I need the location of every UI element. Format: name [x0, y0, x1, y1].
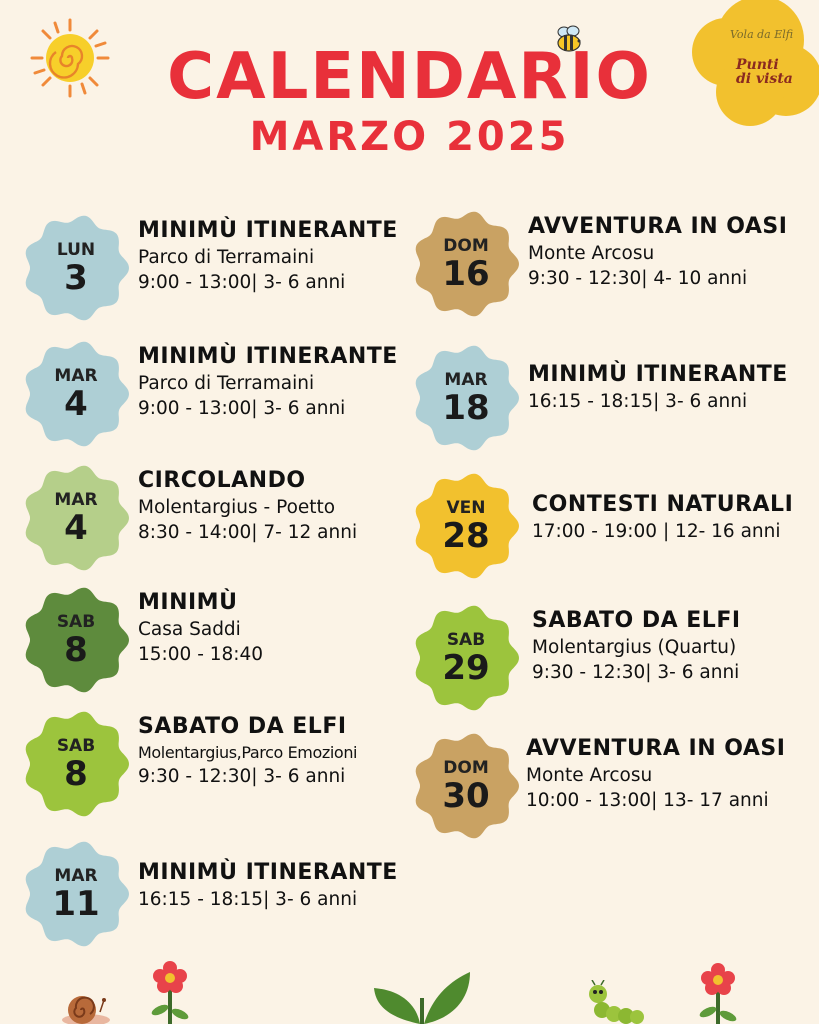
badge-day: 16: [442, 254, 490, 294]
date-badge: [22, 710, 130, 818]
badge-weekday: SAB: [56, 736, 96, 756]
event-title: MINIMÙ ITINERANTE: [138, 860, 398, 885]
event-detail: Parco di Terramaini: [138, 247, 315, 268]
badge-day: 8: [64, 630, 88, 670]
event-detail: 9:00 - 13:00| 3- 6 anni: [138, 272, 346, 293]
event-detail: 17:00 - 19:00 | 12- 16 anni: [532, 521, 781, 542]
date-badge: [22, 214, 130, 322]
badge-day: 29: [442, 648, 490, 688]
event-title: SABATO DA ELFI: [138, 714, 347, 739]
badge-weekday: DOM: [443, 758, 489, 778]
event-detail: 9:30 - 12:30| 3- 6 anni: [138, 766, 346, 787]
badge-day: 4: [64, 384, 88, 424]
event-detail: Molentargius - Poetto: [138, 497, 336, 518]
date-badge: [22, 840, 130, 948]
event-detail: 8:30 - 14:00| 7- 12 anni: [138, 522, 358, 543]
event-detail: 15:00 - 18:40: [138, 644, 264, 665]
event-detail: 16:15 - 18:15| 3- 6 anni: [138, 889, 358, 910]
event-title: AVVENTURA IN OASI: [526, 736, 786, 761]
logo-line2: Punti di vista: [736, 57, 793, 87]
badge-weekday: SAB: [56, 612, 96, 632]
badge-day: 18: [442, 388, 490, 428]
badge-weekday: MAR: [54, 366, 98, 386]
event-title: MINIMÙ ITINERANTE: [528, 362, 788, 387]
badge-weekday: MAR: [54, 490, 98, 510]
page-subtitle: MARZO 2025: [249, 114, 570, 160]
flower-icon: [696, 962, 740, 1024]
event-item: [22, 214, 422, 326]
event-item: [412, 604, 812, 716]
badge-day: 8: [64, 754, 88, 794]
badge-weekday: DOM: [443, 236, 489, 256]
badge-day: 28: [442, 516, 490, 556]
date-badge: [412, 732, 520, 840]
date-badge: [412, 472, 520, 580]
event-detail: Monte Arcosu: [528, 243, 655, 264]
event-detail: 9:30 - 12:30| 4- 10 anni: [528, 268, 748, 289]
event-title: CIRCOLANDO: [138, 468, 306, 493]
date-badge: [22, 586, 130, 694]
date-badge: [22, 464, 130, 572]
event-item: [412, 344, 812, 456]
leaves-icon: [372, 968, 472, 1024]
event-item: [22, 840, 422, 952]
date-badge: [22, 340, 130, 448]
badge-day: 11: [52, 884, 100, 924]
badge-day: 3: [64, 258, 88, 298]
date-badge: [412, 210, 520, 318]
badge-day: 30: [442, 776, 490, 816]
event-item: [22, 340, 422, 452]
badge-weekday: SAB: [446, 630, 486, 650]
flower-icon: [148, 960, 192, 1024]
event-title: MINIMÙ ITINERANTE: [138, 344, 398, 369]
event-title: CONTESTI NATURALI: [532, 492, 794, 517]
event-detail: 9:30 - 12:30| 3- 6 anni: [532, 662, 740, 683]
event-detail: Parco di Terramaini: [138, 373, 315, 394]
event-detail: 16:15 - 18:15| 3- 6 anni: [528, 391, 748, 412]
event-item: [412, 732, 812, 844]
caterpillar-icon: [588, 980, 644, 1024]
event-detail: Molentargius,Parco Emozioni: [138, 743, 358, 762]
event-detail: 10:00 - 13:00| 13- 17 anni: [526, 790, 769, 811]
logo-line1: Vola da Elfi: [730, 28, 794, 41]
event-title: SABATO DA ELFI: [532, 608, 741, 633]
event-item: [22, 710, 422, 822]
event-detail: Molentargius (Quartu): [532, 637, 737, 658]
page-title: CALENDARIO: [167, 40, 652, 114]
event-title: AVVENTURA IN OASI: [528, 214, 788, 239]
event-title: MINIMÙ: [138, 590, 238, 615]
badge-weekday: VEN: [446, 498, 486, 518]
badge-weekday: MAR: [54, 866, 98, 886]
event-title: MINIMÙ ITINERANTE: [138, 218, 398, 243]
date-badge: [412, 344, 520, 452]
badge-weekday: MAR: [444, 370, 488, 390]
snail-icon: [60, 992, 112, 1024]
date-badge: [412, 604, 520, 712]
badge-weekday: LUN: [56, 240, 96, 260]
event-detail: 9:00 - 13:00| 3- 6 anni: [138, 398, 346, 419]
event-item: [22, 586, 422, 698]
event-item: [412, 472, 812, 584]
badge-day: 4: [64, 508, 88, 548]
event-item: [22, 464, 422, 576]
event-detail: Monte Arcosu: [526, 765, 653, 786]
event-detail: Casa Saddi: [138, 619, 241, 640]
event-item: [412, 210, 812, 322]
